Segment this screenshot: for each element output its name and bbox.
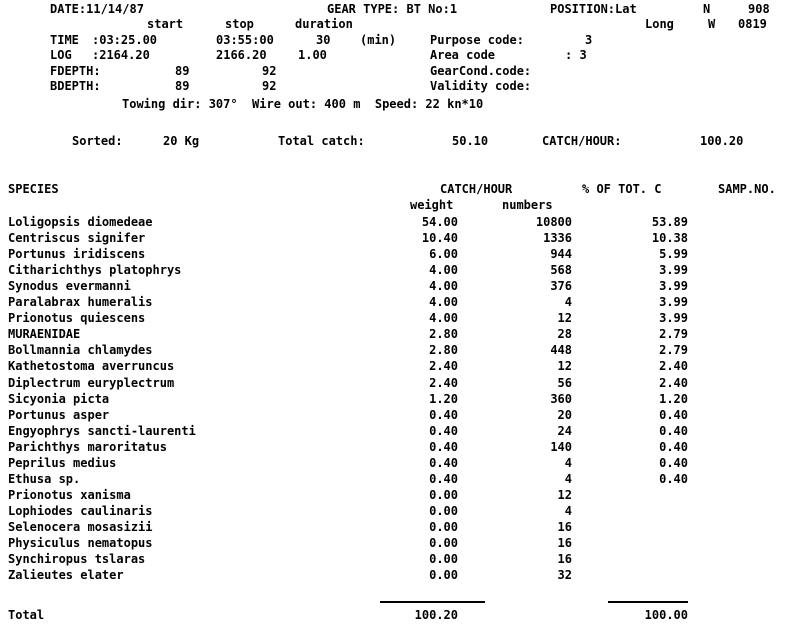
weight-subheader: weight <box>410 198 454 212</box>
percent-value: 0.40 <box>659 455 688 470</box>
total-catch-label: Total catch: <box>278 134 365 148</box>
species-name: Engyophrys sancti-laurenti <box>8 423 196 438</box>
weight-value: 4.00 <box>429 311 458 326</box>
weight-value: 0.00 <box>429 552 458 567</box>
species-name: Loligopsis diomedeae <box>8 215 153 229</box>
numbers-value: 32 <box>557 568 572 583</box>
percent-value: 0.40 <box>659 439 688 454</box>
weight-total-rule <box>380 601 485 603</box>
bdepth-start: 89 <box>175 79 190 93</box>
total-label: Total <box>8 608 45 622</box>
sorted-value: 20 Kg <box>163 134 200 148</box>
numbers-value: 140 <box>550 439 572 454</box>
table-row <box>0 343 800 359</box>
long-label: Long <box>645 17 674 31</box>
weight-value: 0.00 <box>429 503 458 518</box>
total-percent: 100.00 <box>644 608 688 622</box>
weight-value: 2.80 <box>429 327 458 342</box>
species-name: Physiculus nematopus <box>8 536 153 550</box>
catch-hour-column-header: CATCH/HOUR <box>440 182 513 196</box>
long-direction: W <box>708 17 716 31</box>
sorted-label: Sorted: <box>72 134 123 148</box>
species-name: Zalieutes elater <box>8 568 124 583</box>
time-unit: (min) <box>360 33 397 47</box>
percent-value: 0.40 <box>659 407 688 422</box>
percent-value: 1.20 <box>659 391 688 406</box>
gear-type: GEAR TYPE: BT No:1 <box>327 2 458 16</box>
numbers-value: 4 <box>564 471 572 486</box>
catch-per-hour-label: CATCH/HOUR: <box>542 134 622 148</box>
area-code-label: Area code <box>430 48 496 62</box>
percent-value: 2.79 <box>659 327 688 342</box>
table-row <box>0 456 800 472</box>
percent-total-rule <box>608 601 688 603</box>
table-row <box>0 231 800 247</box>
numbers-value: 16 <box>557 552 572 567</box>
gear-condition-label: GearCond.code: <box>430 64 532 78</box>
species-name: Synchiropus tslaras <box>8 552 146 567</box>
long-value: 0819 <box>738 17 767 31</box>
species-name: Synodus evermanni <box>8 279 131 294</box>
percent-value: 2.40 <box>659 375 688 390</box>
table-row <box>0 247 800 263</box>
purpose-code-value: 3 <box>585 33 593 47</box>
weight-value: 54.00 <box>421 215 458 229</box>
col-stop-header: stop <box>225 17 254 31</box>
numbers-value: 568 <box>550 263 572 278</box>
catch-per-hour-value: 100.20 <box>700 134 744 148</box>
numbers-value: 944 <box>550 247 572 262</box>
log-duration: 1.00 <box>298 48 327 62</box>
numbers-value: 20 <box>557 407 572 422</box>
numbers-value: 4 <box>564 295 572 310</box>
weight-value: 2.40 <box>429 359 458 374</box>
weight-value: 0.40 <box>429 439 458 454</box>
log-label: LOG <box>50 48 72 62</box>
percent-value: 0.40 <box>659 423 688 438</box>
species-name: Prionotus quiescens <box>8 311 146 326</box>
weight-value: 0.40 <box>429 423 458 438</box>
species-name: Paralabrax humeralis <box>8 295 153 310</box>
species-column-header: SPECIES <box>8 182 59 196</box>
weight-value: 10.40 <box>421 231 458 246</box>
numbers-value: 16 <box>557 536 572 550</box>
weight-value: 0.00 <box>429 536 458 550</box>
weight-value: 4.00 <box>429 295 458 310</box>
table-row <box>0 520 800 536</box>
fdepth-start: 89 <box>175 64 190 78</box>
lat-direction: N <box>703 2 711 16</box>
percent-value: 5.99 <box>659 247 688 262</box>
log-start: :2164.20 <box>92 48 150 62</box>
table-row <box>0 552 800 568</box>
position-label: POSITION:Lat <box>550 2 637 16</box>
species-name: Centriscus signifer <box>8 231 146 246</box>
species-name: Selenocera mosasizii <box>8 519 153 534</box>
bdepth-label: BDEPTH: <box>50 79 101 93</box>
percent-value: 0.40 <box>659 471 688 486</box>
species-name: Bollmannia chlamydes <box>8 343 153 358</box>
numbers-value: 376 <box>550 279 572 294</box>
weight-value: 0.00 <box>429 487 458 502</box>
table-row <box>0 215 800 231</box>
species-name: Citharichthys platophrys <box>8 263 182 278</box>
numbers-value: 4 <box>564 455 572 470</box>
weight-value: 0.00 <box>429 519 458 534</box>
total-weight: 100.20 <box>414 608 458 622</box>
numbers-value: 12 <box>557 311 572 326</box>
percent-value: 2.79 <box>659 343 688 358</box>
species-name: Lophiodes caulinaris <box>8 503 153 518</box>
numbers-value: 10800 <box>535 215 572 229</box>
weight-value: 2.40 <box>429 375 458 390</box>
time-duration: 30 <box>316 33 331 47</box>
species-name: MURAENIDAE <box>8 327 81 342</box>
numbers-value: 4 <box>564 503 572 518</box>
table-row <box>0 536 800 552</box>
percent-value: 3.99 <box>659 311 688 326</box>
weight-value: 4.00 <box>429 263 458 278</box>
log-stop: 2166.20 <box>216 48 267 62</box>
table-row <box>0 376 800 392</box>
numbers-value: 1336 <box>543 231 572 246</box>
weight-value: 0.40 <box>429 455 458 470</box>
purpose-code-label: Purpose code: <box>430 33 524 47</box>
bdepth-stop: 92 <box>262 79 277 93</box>
weight-value: 6.00 <box>429 247 458 262</box>
numbers-value: 360 <box>550 391 572 406</box>
species-name: Ethusa sp. <box>8 471 81 486</box>
species-name: Diplectrum euryplectrum <box>8 375 175 390</box>
species-name: Parichthys maroritatus <box>8 439 167 454</box>
numbers-subheader: numbers <box>502 198 553 212</box>
time-label: TIME <box>50 33 79 47</box>
sample-number-column-header: SAMP.NO. <box>718 182 776 196</box>
total-catch-value: 50.10 <box>452 134 489 148</box>
table-row <box>0 295 800 311</box>
table-row <box>0 472 800 488</box>
percent-value: 3.99 <box>659 295 688 310</box>
fdepth-label: FDEPTH: <box>50 64 101 78</box>
date: DATE:11/14/87 <box>50 2 144 16</box>
species-name: Kathetostoma averruncus <box>8 359 175 374</box>
time-stop: 03:55:00 <box>216 33 274 47</box>
table-row <box>0 359 800 375</box>
species-name: Sicyonia picta <box>8 391 110 406</box>
percent-value: 3.99 <box>659 263 688 278</box>
weight-value: 0.40 <box>429 471 458 486</box>
weight-value: 2.80 <box>429 343 458 358</box>
table-row <box>0 408 800 424</box>
area-code-value: : 3 <box>565 48 587 62</box>
table-row <box>0 568 800 584</box>
numbers-value: 16 <box>557 519 572 534</box>
numbers-value: 24 <box>557 423 572 438</box>
table-row <box>0 327 800 343</box>
numbers-value: 448 <box>550 343 572 358</box>
weight-value: 4.00 <box>429 279 458 294</box>
table-row <box>0 424 800 440</box>
table-row <box>0 311 800 327</box>
time-start: :03:25.00 <box>92 33 158 47</box>
weight-value: 0.40 <box>429 407 458 422</box>
species-name: Portunus asper <box>8 407 110 422</box>
weight-value: 0.00 <box>429 568 458 583</box>
col-start-header: start <box>147 17 184 31</box>
numbers-value: 56 <box>557 375 572 390</box>
table-row <box>0 263 800 279</box>
col-duration-header: duration <box>295 17 353 31</box>
towing-info: Towing dir: 307° Wire out: 400 m Speed: 22 kn*10 <box>122 97 484 111</box>
weight-value: 1.20 <box>429 391 458 406</box>
species-name: Peprilus medius <box>8 455 117 470</box>
table-row <box>0 279 800 295</box>
percent-value: 10.38 <box>651 231 688 246</box>
percent-value: 2.40 <box>659 359 688 374</box>
validity-code-label: Validity code: <box>430 79 532 93</box>
species-name: Prionotus xanisma <box>8 487 131 502</box>
numbers-value: 12 <box>557 487 572 502</box>
table-row <box>0 392 800 408</box>
numbers-value: 28 <box>557 327 572 342</box>
percent-value: 3.99 <box>659 279 688 294</box>
table-row <box>0 488 800 504</box>
percent-value: 53.89 <box>651 215 688 229</box>
table-row <box>0 440 800 456</box>
numbers-value: 12 <box>557 359 572 374</box>
percent-total-column-header: % OF TOT. C <box>582 182 662 196</box>
table-row <box>0 504 800 520</box>
lat-value: 908 <box>748 2 770 16</box>
species-name: Portunus iridiscens <box>8 247 146 262</box>
fdepth-stop: 92 <box>262 64 277 78</box>
